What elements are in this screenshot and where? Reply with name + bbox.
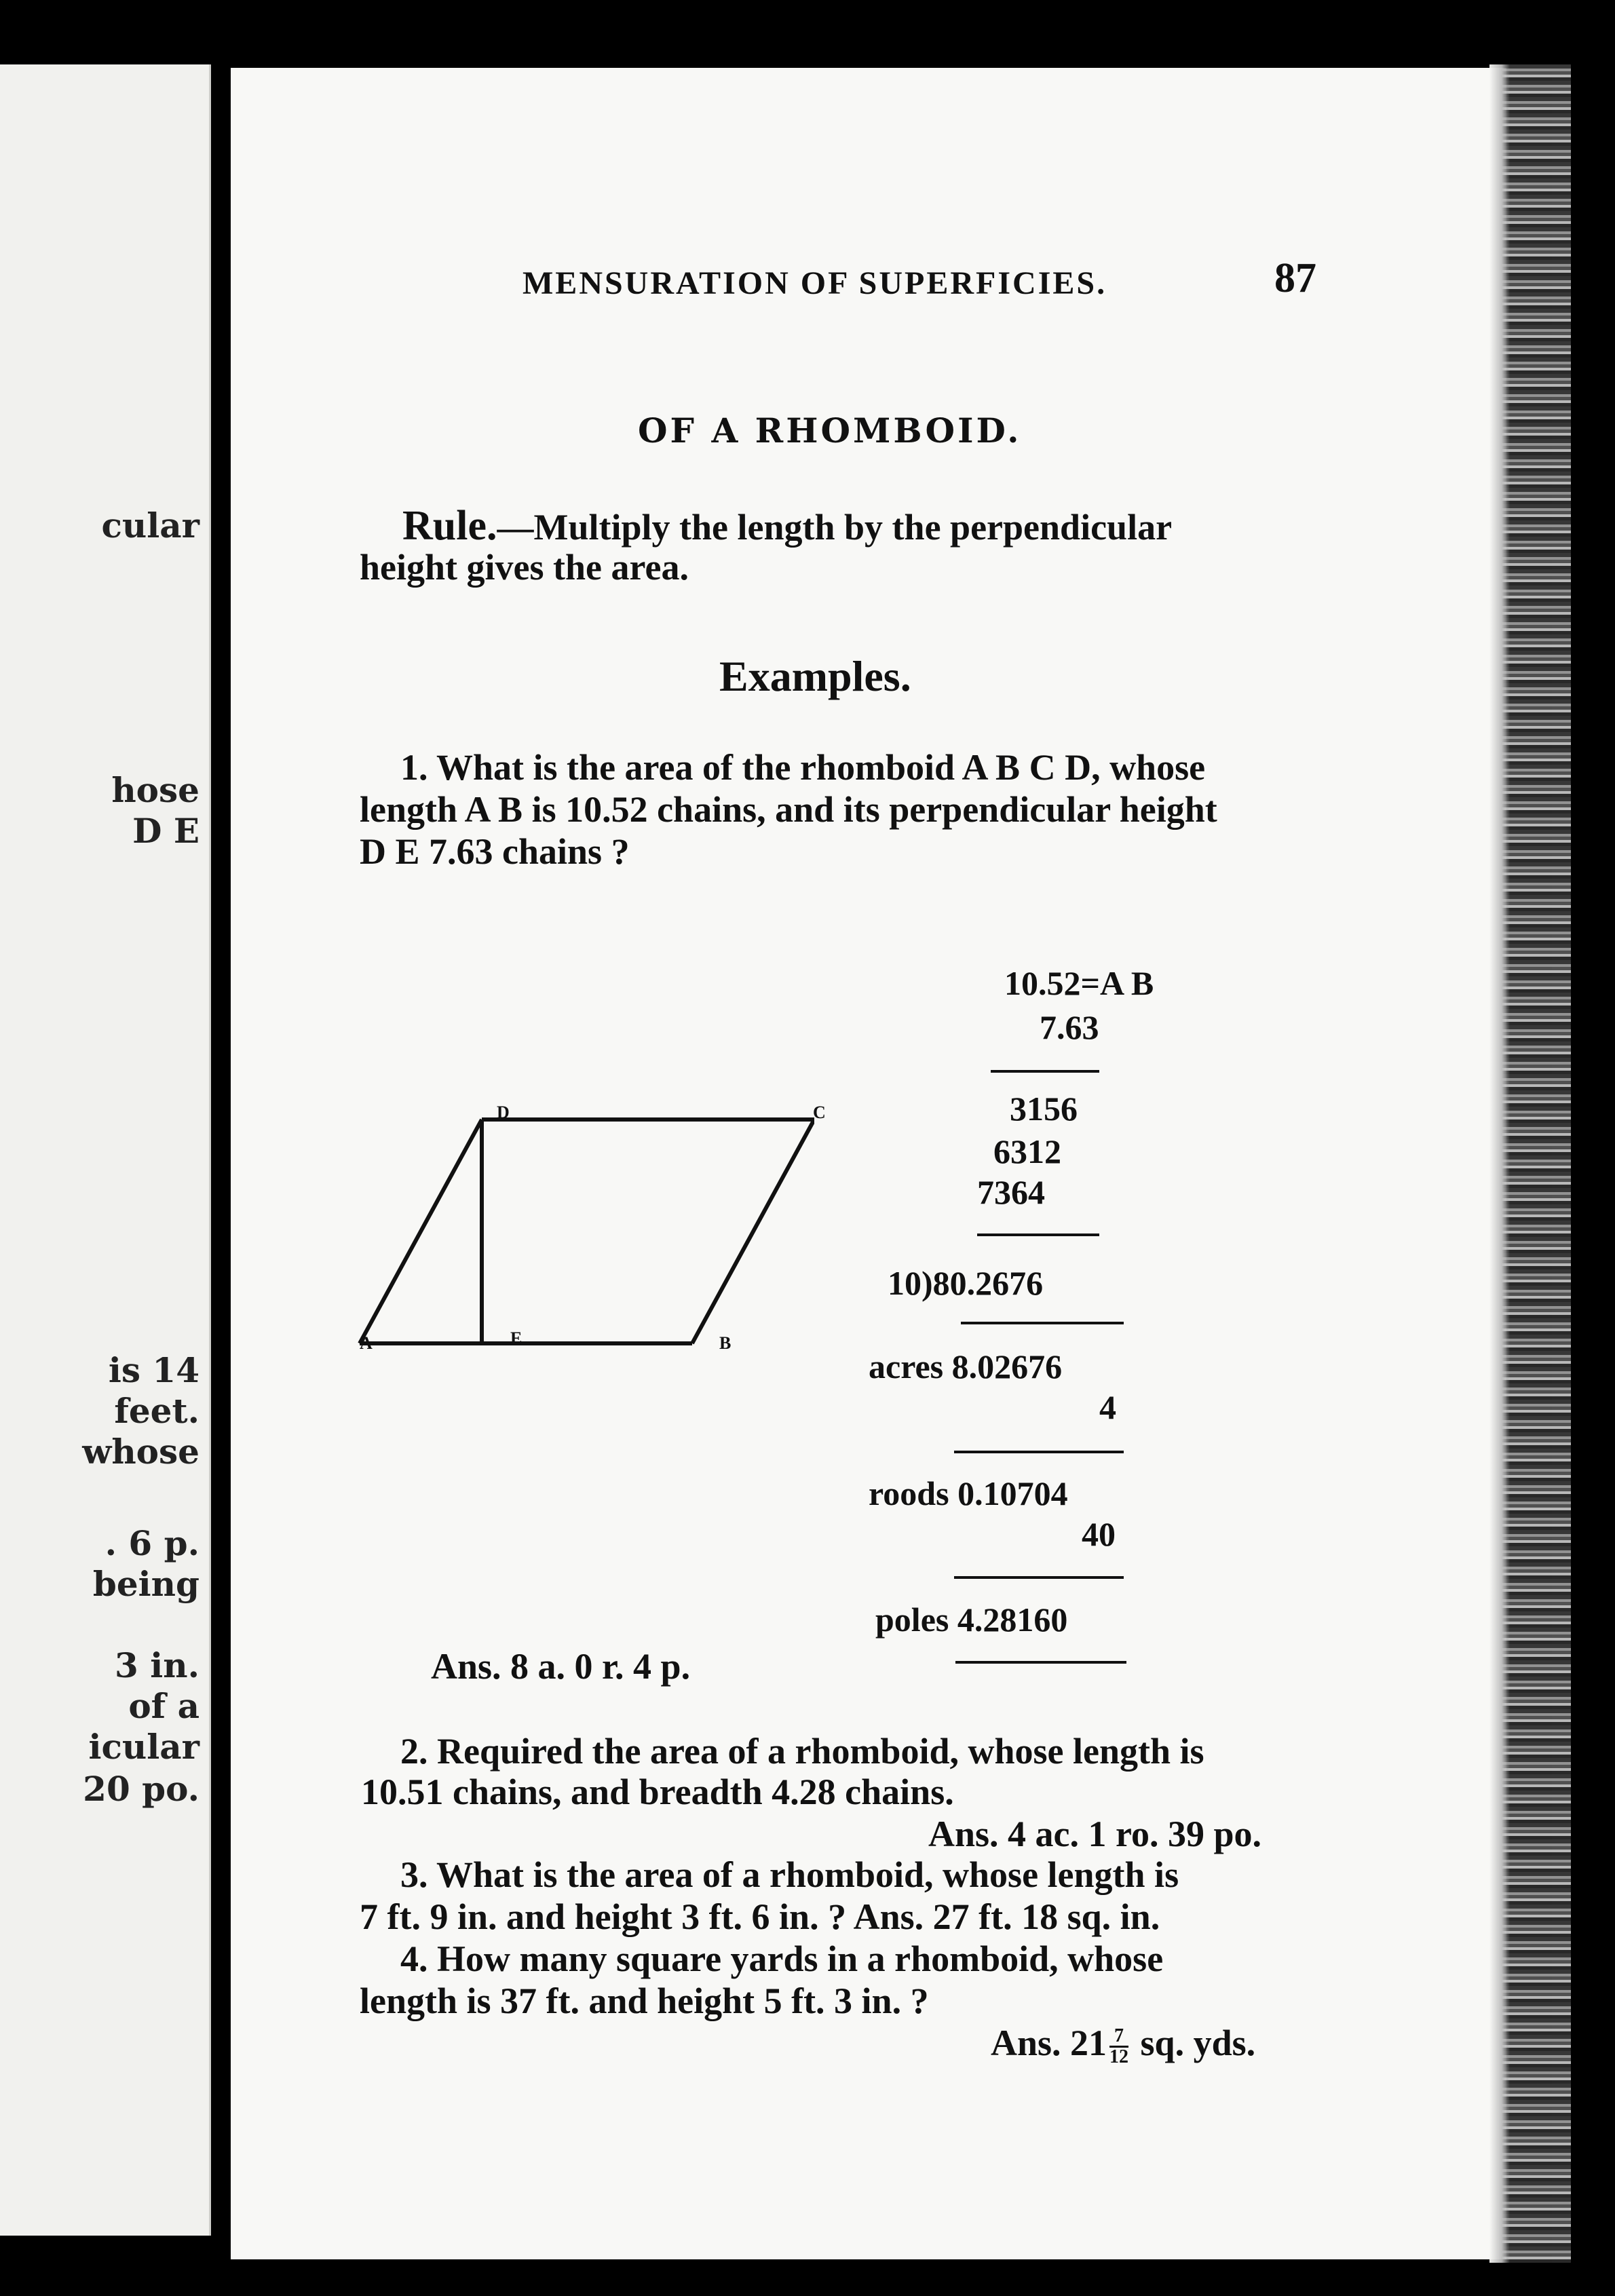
side-ad [360,1120,482,1343]
calc-rule [961,1322,1124,1324]
calc-rule [977,1233,1099,1236]
vertex-label-d: D [497,1103,510,1122]
acres-value: 8.02676 [951,1347,1063,1385]
calc-partial-3: 7364 [977,1173,1045,1211]
left-fragment: being [92,1564,200,1604]
answer-prefix: Ans. 21 [991,2023,1107,2063]
calc-multiplicand: 10.52=A B [1004,964,1154,1002]
calc-partial-1: 3156 [1010,1090,1078,1128]
left-fragment: is 14 [108,1350,200,1390]
rule-line-2: height gives the area. [360,547,689,588]
calc-rule [991,1070,1099,1073]
rule-text: —Multiply the length by the perpendicular [497,507,1173,548]
left-fragment: whose [82,1432,200,1472]
answer-suffix: sq. yds. [1131,2023,1256,2063]
example-1-line-1: 1. What is the area of the rhomboid A B C D, whose [400,747,1206,788]
vertex-label-b: B [719,1333,732,1353]
left-fragment: D E [132,811,200,851]
page-edge-shadow [1489,64,1571,2263]
left-facing-page [0,64,211,2236]
example-4-line-1: 4. How many square yards in a rhomboid, whose [400,1938,1164,1979]
calc-multiplier: 7.63 [1040,1008,1099,1046]
page-number: 87 [1274,255,1316,301]
fraction-numerator: 7 [1109,2027,1128,2048]
example-4-answer [991,2022,1255,2067]
calc-poles [875,1600,1067,1639]
example-1-line-3: D E 7.63 chains ? [360,831,630,872]
example-2-line-1: 2. Required the area of a rhomboid, whose length is [400,1731,1204,1772]
page-edge-highlight [1489,64,1510,2263]
left-fragment: . 6 p. [104,1523,200,1563]
side-bc [692,1120,814,1343]
book-page [231,68,1506,2259]
calc-partial-2: 6312 [993,1132,1061,1170]
roods-value: 0.10704 [957,1474,1068,1512]
example-1-line-2: length A B is 10.52 chains, and its perpendicular height [360,789,1217,830]
example-2-answer: Ans. 4 ac. 1 ro. 39 po. [928,1814,1262,1854]
poles-value: 4.28160 [957,1601,1068,1639]
calc-rule [955,1661,1126,1664]
left-fragment: icular [88,1727,200,1767]
example-3-line-2: 7 ft. 9 in. and height 3 ft. 6 in. ? Ans. 27 ft. 18 sq. in. [360,1896,1160,1937]
example-2-line-2: 10.51 chains, and breadth 4.28 chains. [361,1772,954,1812]
left-fragment: 20 po. [83,1769,200,1809]
example-1-answer: Ans. 8 a. 0 r. 4 p. [431,1646,691,1687]
rule-line-1 [402,502,1172,550]
examples-heading: Examples. [719,652,911,700]
vertex-label-e: E [510,1328,522,1348]
calc-rule [954,1451,1124,1453]
vertex-label-c: C [813,1103,826,1122]
fraction-denominator: 12 [1109,2046,1129,2068]
poles-label: poles [875,1601,949,1639]
left-fragment: feet. [114,1391,200,1431]
left-fragment: 3 in. [115,1645,200,1685]
left-fragment: hose [111,770,200,810]
calc-divisor-line: 10)80.2676 [888,1264,1044,1302]
calc-times-4: 4 [1099,1388,1116,1426]
left-fragment: cular [101,505,200,546]
running-head-title: MENSURATION OF SUPERFICIES. [522,265,1107,301]
calc-times-40: 40 [1082,1515,1116,1553]
answer-fraction [1109,2027,1128,2067]
calc-roods [869,1474,1068,1513]
vertex-label-a: A [360,1333,373,1353]
calc-acres [869,1347,1062,1386]
calc-rule [954,1576,1124,1579]
roods-label: roods [869,1474,949,1512]
acres-label: acres [869,1347,944,1385]
rule-label: Rule. [402,503,497,549]
example-4-line-2: length is 37 ft. and height 5 ft. 3 in. ? [360,1981,929,2021]
example-3-line-1: 3. What is the area of a rhomboid, whose length is [400,1854,1179,1895]
section-title: OF A RHOMBOID. [638,410,1022,451]
left-fragment: of a [128,1686,200,1726]
rhomboid-diagram [353,1018,814,1371]
